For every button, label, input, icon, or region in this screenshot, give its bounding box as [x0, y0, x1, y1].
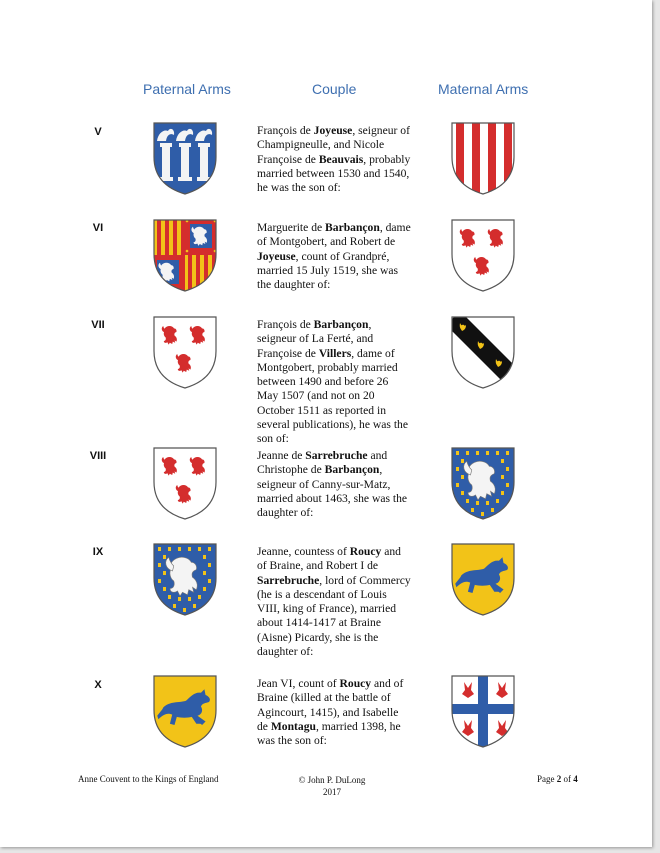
roucy-arms-icon [152, 674, 218, 748]
generation-number: VIII [89, 450, 107, 462]
text-run: , lord of Commercy (he is a descendant of Louis VIII, king of France), married about 1414-1417 at Braine (Aisne) Picardy, she is the daughter of: [257, 573, 411, 659]
text-run: , married 1398, he was the son of: [257, 719, 401, 748]
barbancon-arms-icon [152, 315, 218, 389]
text-run: , seigneur of Canny-sur-Matz, married about 1463, she was the daughter of: [257, 463, 408, 520]
footer-copyright [292, 774, 372, 798]
couple-text-ix [257, 545, 412, 659]
generation-number: V [94, 126, 102, 138]
surname: Joyeuse [257, 249, 296, 263]
page-number: Page 2 of 4 [537, 774, 578, 784]
surname: Roucy [339, 677, 372, 690]
joyeuse-arms-icon [152, 121, 218, 195]
total-pages: 4 [573, 774, 578, 784]
grandpre-quartered-arms-icon [152, 218, 218, 292]
surname: Roucy [349, 545, 382, 558]
text-run: , dame of Montgobert, and Robert de [257, 221, 411, 249]
current-page: 2 [556, 774, 562, 784]
surname: Barbançon [325, 221, 380, 234]
maternal-arms-header: Maternal Arms [438, 81, 529, 97]
couple-header: Couple [312, 81, 357, 97]
text-run: and Christophe de [257, 449, 388, 477]
villers-arms-icon [450, 315, 516, 389]
generation-number: VII [91, 319, 105, 331]
couple-text-vi [257, 221, 412, 292]
couple-text-vii [257, 318, 412, 447]
footer-title: Anne Couvent to the Kings of England [78, 774, 219, 784]
generation-number: VI [92, 222, 104, 234]
text-run: François de [257, 318, 314, 331]
surname: Montagu [270, 719, 316, 733]
sarrebruche-arms-icon [152, 542, 218, 616]
paternal-arms-header: Paternal Arms [143, 81, 231, 97]
surname: Joyeuse [313, 124, 353, 137]
surname: Sarrebruche [305, 449, 368, 462]
text-run: , seigneur of La Ferté, and Françoise de [257, 318, 374, 360]
surname: Sarrebruche [257, 573, 320, 587]
footer-year: 2017 [323, 787, 341, 797]
surname: Villers [318, 346, 352, 360]
generation-number: IX [92, 546, 104, 558]
couple-text-v [257, 124, 412, 195]
text-run: François de [257, 124, 314, 137]
surname: Barbançon [324, 463, 380, 477]
footer-author: © John P. DuLong [298, 775, 366, 785]
sarrebruche-arms-icon [450, 446, 516, 520]
barbancon-arms-icon [450, 218, 516, 292]
text-run: Marguerite de [257, 221, 326, 234]
text-run: , count of Grandpré, married 15 July 1519, she was the daughter of: [257, 249, 399, 292]
text-run: and of Braine (killed at the battle of Agincourt, 1415), and Isabelle de [257, 677, 404, 733]
text-run: , seigneur of Champigneulle, and Nicole Françoise de [257, 124, 410, 166]
text-run: , dame of Montgobert, probably married between 1490 and before 26 May 1507 (and not on 20 October 1511 as reported in several publications), he was the son of: [257, 346, 408, 446]
couple-text-viii [257, 449, 412, 520]
roucy-arms-icon [450, 542, 516, 616]
text-run: Jean VI, count of [257, 677, 340, 690]
surname: Beauvais [318, 152, 364, 166]
text-run: Jeanne de [257, 449, 306, 462]
text-run: Jeanne, countess of [257, 545, 350, 558]
couple-text-x [257, 677, 412, 748]
text-run: and of Braine, and Robert I de [257, 545, 401, 573]
text-run: , probably married between 1530 and 1540, he was the son of: [257, 152, 411, 195]
beauvais-arms-icon [450, 121, 516, 195]
surname: Barbançon [313, 318, 369, 331]
generation-number: X [94, 679, 102, 691]
barbancon-arms-icon [152, 446, 218, 520]
montagu-arms-icon [450, 674, 516, 748]
